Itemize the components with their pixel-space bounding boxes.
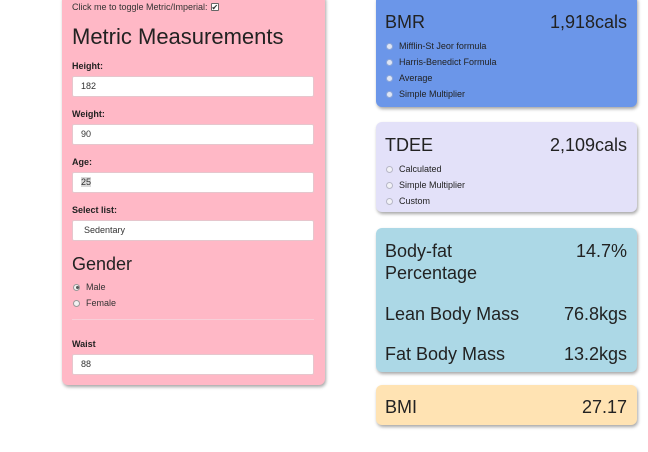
radio-icon[interactable] [386,182,393,189]
unit-toggle-row [72,2,219,12]
bmr-option-label: Harris-Benedict Formula [399,57,497,67]
radio-selected-icon[interactable] [73,284,80,291]
bmr-title: BMR [385,12,425,32]
tdee-option-label: Calculated [399,164,442,174]
body-fat-title-line1: Body-fat [385,241,453,261]
divider [72,319,314,320]
gender-option-label: Female [86,298,117,308]
age-label: Age: [72,157,92,167]
bmr-value: 1,918cals [549,12,627,32]
metric-form-panel [62,0,325,385]
tdee-option-simple[interactable] [386,180,465,190]
bmi-title: BMI [385,397,418,417]
waist-input[interactable]: 88 [72,354,314,375]
tdee-value: 2,109cals [549,135,627,155]
bmr-option-average[interactable] [386,73,432,83]
bmr-option-harris[interactable] [386,57,497,67]
age-input-text: 25 [81,177,92,187]
bmr-card [376,0,637,107]
bmr-option-label: Average [399,73,433,83]
radio-icon[interactable] [386,198,393,205]
weight-label: Weight: [72,109,105,119]
bmr-option-label: Mifflin-St Jeor formula [399,41,487,51]
gender-title: Gender [72,254,133,274]
lean-mass-label: Lean Body Mass [385,304,520,324]
tdee-option-calculated[interactable] [386,164,442,174]
radio-icon[interactable] [73,300,80,307]
fat-mass-value: 13.2kgs [563,344,627,364]
body-fat-value: 14.7% [575,241,627,261]
radio-icon[interactable] [386,59,393,66]
bmr-option-label: Simple Multiplier [399,89,466,99]
body-fat-card [376,228,637,372]
tdee-title: TDEE [385,135,434,155]
bmr-option-mifflin[interactable] [386,41,486,51]
tdee-option-label: Simple Multiplier [399,180,466,190]
bmi-card [376,385,637,425]
gender-option-female[interactable] [73,298,116,308]
unit-toggle-checkbox[interactable]: ✔ [211,3,219,12]
activity-label: Select list: [72,205,118,215]
gender-option-label: Male [86,282,106,292]
height-label: Height: [72,61,103,71]
waist-label: Waist [72,339,96,349]
tdee-card [376,122,637,212]
lean-mass-value: 76.8kgs [563,304,627,324]
tdee-option-custom[interactable] [386,196,430,206]
bmi-value: 27.17 [581,397,627,417]
radio-icon[interactable] [386,91,393,98]
body-fat-title-line2: Percentage [385,263,478,283]
height-input[interactable]: 182 [72,76,314,97]
form-title: Metric Measurements [72,24,284,49]
unit-toggle-label: Click me to toggle Metric/Imperial: [72,2,208,12]
bmr-option-simple[interactable] [386,89,465,99]
weight-input[interactable]: 90 [72,124,314,145]
activity-select[interactable]: Sedentary [72,220,314,241]
tdee-option-label: Custom [399,196,431,206]
radio-icon[interactable] [386,75,393,82]
radio-icon[interactable] [386,43,393,50]
fat-mass-label: Fat Body Mass [385,344,506,364]
age-input[interactable] [72,172,314,193]
radio-icon[interactable] [386,166,393,173]
gender-option-male[interactable] [73,282,106,292]
